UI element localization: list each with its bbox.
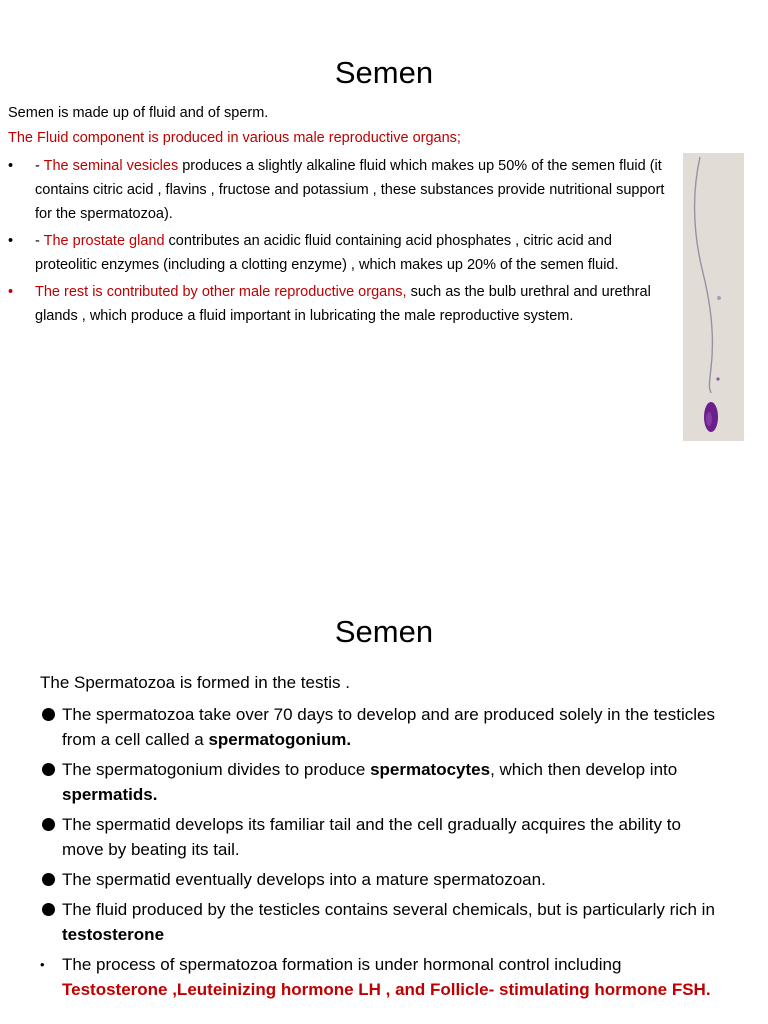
fluid-component-heading: The Fluid component is produced in various male reproductive organs; [8,130,461,146]
spermatozoa-intro-text: The Spermatozoa is formed in the testis . [40,673,350,692]
bullet-text: The spermatozoa take over 70 days to develop and are produced solely in the testicles from a cell called a [62,705,715,749]
list-item [62,702,722,752]
spermatozoa-formation-list [40,702,722,1007]
bullet-bold-term: spermatogonium. [208,730,352,749]
bullet-text: produces a slightly alkaline fluid which makes up 50% of the semen fluid (it contains citric acid , flavins , fructose and potassium , these substances provide nutritional support for the spermatozoa). [35,158,665,222]
bullet-text: The process of spermatozoa formation is under hormonal control including [62,955,622,974]
slide-2-title: Semen [334,614,434,649]
list-item [62,812,722,862]
bullet-dot-icon [42,903,55,916]
bullet-marker: • [8,233,14,249]
bullet-highlight: The rest is contributed by other male reproductive organs, [35,284,407,300]
spermatozoon-image [683,153,744,441]
semen-intro-text: Semen is made up of fluid and of sperm. [8,105,269,121]
bullet-dot-icon [42,873,55,886]
bullet-bold-term: spermatocytes [370,760,491,779]
bullet-dot-icon [42,708,55,721]
bullet-text: The spermatid develops its familiar tail and the cell gradually acquires the ability to move by beating its tail. [62,815,681,859]
bullet-marker: • [40,957,45,972]
list-item-other-organs [8,280,671,328]
bullet-highlight: The seminal vesicles [43,158,179,174]
list-item [62,897,722,947]
bullet-text: such as the bulb urethral and urethral glands , which produce a fluid important in lubricating the male reproductive system. [35,284,651,324]
bullet-bold-term: testosterone [62,925,165,944]
slide-2 [0,580,768,1024]
bullet-bold-term: spermatids. [62,785,158,804]
list-item-hormonal-control [40,952,722,1002]
bullet-text: contributes an acidic fluid containing acid phosphates , citric acid and proteolitic enzymes (including a clotting enzyme) , which makes up 20% of the semen fluid. [35,233,619,273]
slide-1-title: Semen [334,55,434,90]
bullet-text: The spermatogonium divides to produce [62,760,371,779]
list-item-seminal-vesicles [8,154,671,226]
bullet-highlight: The prostate gland [43,233,165,249]
fluid-sources-list [8,154,671,331]
bullet-prefix: - [35,158,44,174]
list-item-prostate-gland [8,229,671,277]
bullet-text: The fluid produced by the testicles contains several chemicals, but is particularly rich in [62,900,715,919]
bullet-prefix: - [35,233,44,249]
slide-1 [0,0,768,500]
bullet-dot-icon [42,763,55,776]
bullet-text: The spermatid eventually develops into a mature spermatozoan. [62,870,546,889]
bullet-marker: • [8,158,14,174]
list-item [62,867,722,892]
bullet-highlight: Testosterone ,Leuteinizing hormone LH , and Follicle- stimulating hormone FSH. [62,980,711,999]
list-item [62,757,722,807]
bullet-text: , which then develop into [490,760,678,779]
bullet-dot-icon [42,818,55,831]
bullet-marker: • [8,284,14,300]
spermatozoon-micrograph [683,153,744,441]
